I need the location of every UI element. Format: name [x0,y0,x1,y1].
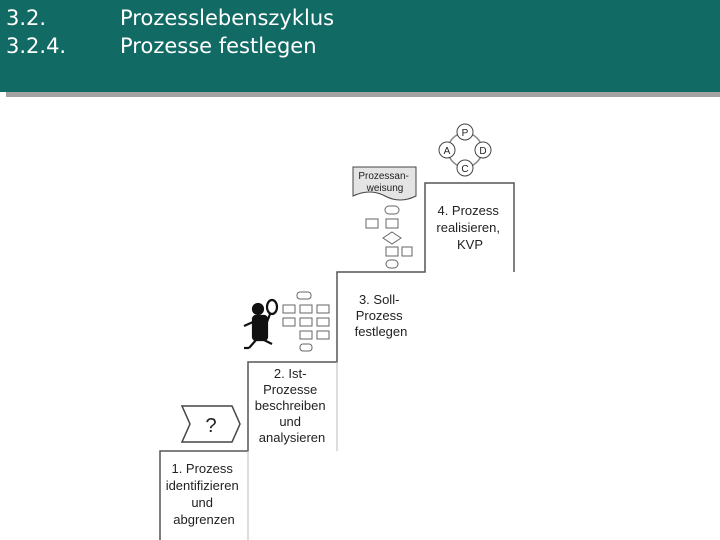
flowchart-sketch-icon [366,206,412,268]
pdca-cycle-icon [439,124,491,176]
step-2-label: 2. Ist- Prozesse beschreiben und analysieren [254,366,326,445]
question-mark: ? [205,415,217,437]
step-3-label: 3. Soll- Prozess festlegen [354,292,408,339]
subsection-number: 3.2.4. [6,34,67,58]
question-arrow-icon [182,406,240,442]
document-label: Prozessan- weisung [358,171,409,194]
pdca-d: D [479,146,487,157]
step-4-label: 4. Prozess realisieren, KVP [436,203,500,252]
pdca-p: P [461,128,469,139]
section-title: Prozesslebenszyklus [120,6,335,30]
pdca-c: C [461,164,469,175]
document-icon [353,167,416,200]
analyst-figure-icon [244,300,277,348]
pdca-a: A [443,146,451,157]
flowchart-sketch-icon [283,292,329,351]
step-1-label: 1. Prozess identifizieren und abgrenzen [165,461,239,527]
subsection-title: Prozesse festlegen [120,34,317,58]
section-number: 3.2. [6,6,47,30]
